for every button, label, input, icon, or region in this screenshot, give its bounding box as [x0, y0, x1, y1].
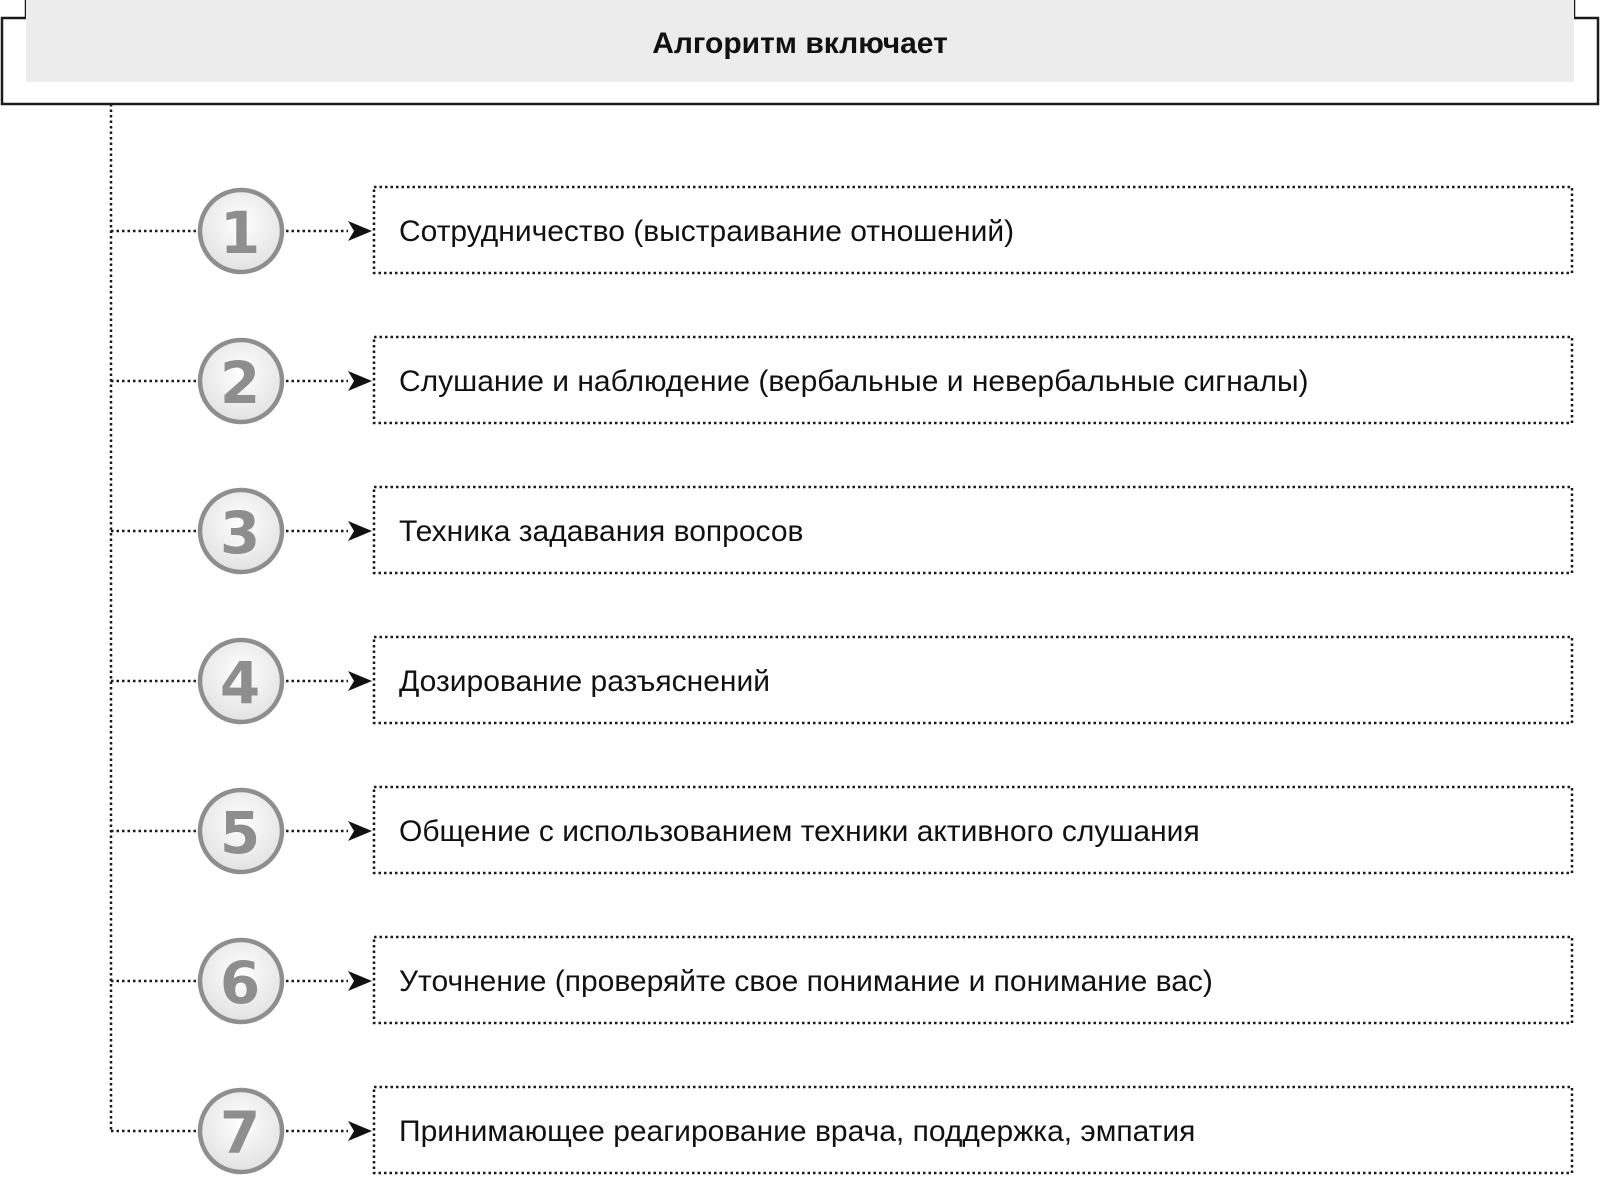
arrow-head-icon [348, 1121, 372, 1141]
step-label: Общение с использованием техники активного слушания [399, 815, 1200, 848]
step-label: Дозирование разъяснений [399, 665, 770, 698]
step-label: Принимающее реагирование врача, поддержка, эмпатия [399, 1115, 1196, 1148]
step-number: 4 [219, 649, 261, 717]
step-row [111, 937, 1572, 1023]
arrow-head-icon [348, 971, 372, 991]
step-number: 7 [219, 1099, 261, 1167]
step-label: Уточнение (проверяйте свое понимание и понимание вас) [399, 965, 1213, 998]
step-row [111, 787, 1572, 873]
arrow-head-icon [348, 221, 372, 241]
step-number: 5 [219, 799, 261, 867]
step-label: Сотрудничество (выстраивание отношений) [399, 215, 1015, 248]
step-row [111, 487, 1572, 573]
steps-list [111, 187, 1572, 1173]
step-label: Слушание и наблюдение (вербальные и невербальные сигналы) [399, 365, 1309, 398]
step-row [111, 637, 1572, 723]
step-number: 6 [219, 949, 261, 1017]
step-number: 2 [219, 349, 261, 417]
step-row [111, 337, 1572, 423]
arrow-head-icon [348, 821, 372, 841]
step-row [111, 1087, 1572, 1173]
header-title: Алгоритм включает [652, 27, 948, 60]
arrow-head-icon [348, 521, 372, 541]
arrow-head-icon [348, 371, 372, 391]
step-label: Техника задавания вопросов [399, 515, 804, 548]
arrow-head-icon [348, 671, 372, 691]
step-row [111, 187, 1572, 273]
step-number: 3 [219, 499, 261, 567]
step-number: 1 [219, 199, 261, 267]
